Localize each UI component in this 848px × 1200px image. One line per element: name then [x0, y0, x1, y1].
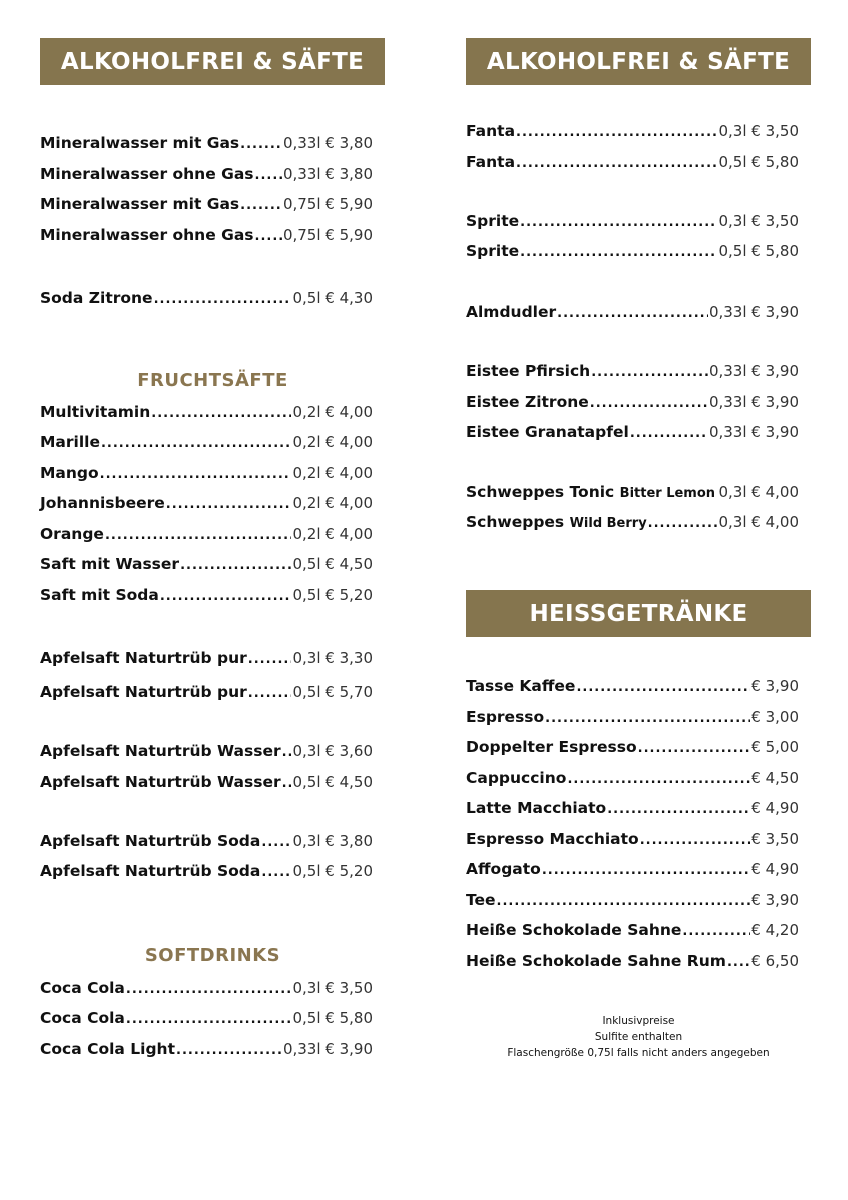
menu-item — [466, 830, 811, 852]
item-price: € 4,90 — [751, 860, 799, 878]
item-name: Tasse Kaffee — [466, 677, 576, 695]
menu-item — [466, 891, 811, 913]
item-price: € 6,50 — [751, 952, 799, 970]
item-price: 0,3l € 4,00 — [718, 513, 799, 531]
item-name: Cappuccino — [466, 769, 567, 787]
item-name: Mineralwasser ohne Gas — [40, 165, 254, 183]
item-name: Mineralwasser mit Gas — [40, 195, 240, 213]
item-name: Schweppes Wild Berry — [466, 513, 647, 531]
item-price: 0,75l € 5,90 — [282, 226, 373, 244]
item-price: 0,75l € 5,90 — [282, 195, 373, 213]
item-name-variant: Bitter Lemon — [619, 486, 716, 501]
item-name: Apfelsaft Naturtrüb Soda — [40, 832, 261, 850]
menu-item — [466, 738, 811, 760]
menu-item — [40, 525, 385, 547]
item-price: € 3,00 — [751, 708, 799, 726]
menu-item — [40, 494, 385, 516]
item-price: 0,5l € 5,80 — [718, 242, 799, 260]
item-price: 0,3l € 3,60 — [292, 742, 373, 760]
item-name: Coca Cola — [40, 979, 125, 997]
item-price: € 3,50 — [751, 830, 799, 848]
item-price: € 5,00 — [751, 738, 799, 756]
menu-item — [466, 393, 811, 415]
item-name: Johannisbeere — [40, 494, 165, 512]
item-price: 0,3l € 3,80 — [292, 832, 373, 850]
item-price: 0,5l € 4,50 — [292, 555, 373, 573]
section-heading: SOFTDRINKS — [144, 945, 281, 966]
item-price: 0,2l € 4,00 — [292, 525, 373, 543]
menu-item — [466, 921, 811, 943]
item-name: Multivitamin — [40, 403, 151, 421]
item-price: 0,5l € 4,50 — [292, 773, 373, 791]
menu-item — [466, 242, 811, 264]
item-name: Mango — [40, 464, 99, 482]
menu-item — [40, 134, 385, 156]
menu-item — [40, 165, 385, 187]
menu-item — [466, 362, 811, 384]
menu-item — [466, 423, 811, 445]
item-price: 0,5l € 5,80 — [292, 1009, 373, 1027]
menu-item — [40, 586, 385, 608]
item-price: 0,3l € 3,50 — [718, 212, 799, 230]
menu-item — [40, 832, 385, 854]
item-name: Sprite — [466, 212, 520, 230]
item-price: 0,3l € 3,50 — [292, 979, 373, 997]
item-name: Sprite — [466, 242, 520, 260]
menu-item — [40, 226, 385, 248]
item-name: Almdudler — [466, 303, 557, 321]
item-price: 0,5l € 5,80 — [718, 153, 799, 171]
item-name: Apfelsaft Naturtrüb Soda — [40, 862, 261, 880]
footer-line: Sulfite enthalten — [594, 1031, 683, 1043]
item-name: Heiße Schokolade Sahne Rum — [466, 952, 726, 970]
menu-item — [466, 952, 811, 974]
menu-item — [466, 677, 811, 699]
item-name: Schweppes Tonic Bitter Lemon — [466, 483, 716, 501]
item-price: 0,33l € 3,90 — [708, 423, 799, 441]
menu-item — [40, 403, 385, 425]
section-banner: HEISSGETRÄNKE — [466, 590, 811, 637]
item-name: Orange — [40, 525, 104, 543]
item-name: Apfelsaft Naturtrüb Wasser — [40, 742, 281, 760]
item-name: Fanta — [466, 122, 516, 140]
item-name: Coca Cola — [40, 1009, 125, 1027]
item-price: 0,3l € 4,00 — [718, 483, 799, 501]
item-name: Eistee Zitrone — [466, 393, 589, 411]
menu-item — [40, 555, 385, 577]
item-name-variant: Wild Berry — [569, 516, 647, 531]
item-price: 0,5l € 5,70 — [292, 683, 373, 701]
item-price: € 4,50 — [751, 769, 799, 787]
item-name: Tee — [466, 891, 496, 909]
menu-item — [40, 195, 385, 217]
menu-item — [40, 742, 385, 764]
item-name: Coca Cola Light — [40, 1040, 175, 1058]
menu-item — [40, 289, 385, 311]
menu-item — [466, 769, 811, 791]
item-name: Saft mit Wasser — [40, 555, 180, 573]
item-name: Affogato — [466, 860, 541, 878]
menu-item — [466, 860, 811, 882]
menu-item — [466, 212, 811, 234]
menu-item — [466, 122, 811, 144]
item-name: Espresso Macchiato — [466, 830, 639, 848]
item-price: 0,33l € 3,80 — [282, 134, 373, 152]
item-price: 0,33l € 3,90 — [708, 393, 799, 411]
item-price: 0,2l € 4,00 — [292, 403, 373, 421]
item-price: € 4,20 — [751, 921, 799, 939]
item-name: Soda Zitrone — [40, 289, 153, 307]
menu-item — [466, 483, 811, 505]
footer-line: Inklusivpreise — [602, 1015, 675, 1027]
menu-item — [466, 303, 811, 325]
item-price: 0,33l € 3,90 — [708, 303, 799, 321]
item-name: Latte Macchiato — [466, 799, 607, 817]
item-name: Apfelsaft Naturtrüb pur — [40, 683, 247, 701]
item-name: Saft mit Soda — [40, 586, 159, 604]
item-name: Eistee Pfirsich — [466, 362, 591, 380]
menu-item — [40, 1040, 385, 1062]
item-name: Apfelsaft Naturtrüb Wasser — [40, 773, 281, 791]
menu-item — [40, 773, 385, 795]
menu-item — [466, 153, 811, 175]
item-name: Espresso — [466, 708, 545, 726]
item-price: € 4,90 — [751, 799, 799, 817]
menu-item — [40, 683, 385, 705]
menu-item — [40, 1009, 385, 1031]
item-price: 0,5l € 4,30 — [292, 289, 373, 307]
item-name: Mineralwasser ohne Gas — [40, 226, 254, 244]
menu-item — [466, 799, 811, 821]
item-name: Doppelter Espresso — [466, 738, 637, 756]
item-price: 0,5l € 5,20 — [292, 586, 373, 604]
footer-notes — [466, 1013, 811, 1061]
menu-item — [40, 464, 385, 486]
section-banner: ALKOHOLFREI & SÄFTE — [40, 38, 385, 85]
item-name: Fanta — [466, 153, 516, 171]
menu-item — [40, 979, 385, 1001]
menu-item — [40, 433, 385, 455]
item-price: 0,3l € 3,30 — [292, 649, 373, 667]
item-price: € 3,90 — [751, 891, 799, 909]
item-price: 0,33l € 3,90 — [282, 1040, 373, 1058]
item-price: 0,5l € 5,20 — [292, 862, 373, 880]
item-price: 0,2l € 4,00 — [292, 433, 373, 451]
item-price: 0,33l € 3,80 — [282, 165, 373, 183]
item-name: Mineralwasser mit Gas — [40, 134, 240, 152]
item-price: 0,3l € 3,50 — [718, 122, 799, 140]
footer-line: Flaschengröße 0,75l falls nicht anders angegeben — [507, 1047, 770, 1059]
section-heading: FRUCHTSÄFTE — [137, 370, 288, 391]
section-banner: ALKOHOLFREI & SÄFTE — [466, 38, 811, 85]
item-price: € 3,90 — [751, 677, 799, 695]
item-price: 0,2l € 4,00 — [292, 464, 373, 482]
menu-item — [40, 649, 385, 671]
item-price: 0,33l € 3,90 — [708, 362, 799, 380]
item-price: 0,2l € 4,00 — [292, 494, 373, 512]
menu-item — [40, 862, 385, 884]
item-name: Eistee Granatapfel — [466, 423, 629, 441]
menu-item — [466, 708, 811, 730]
menu-item — [466, 513, 811, 535]
item-name: Heiße Schokolade Sahne — [466, 921, 682, 939]
item-name: Apfelsaft Naturtrüb pur — [40, 649, 247, 667]
item-name: Marille — [40, 433, 100, 451]
